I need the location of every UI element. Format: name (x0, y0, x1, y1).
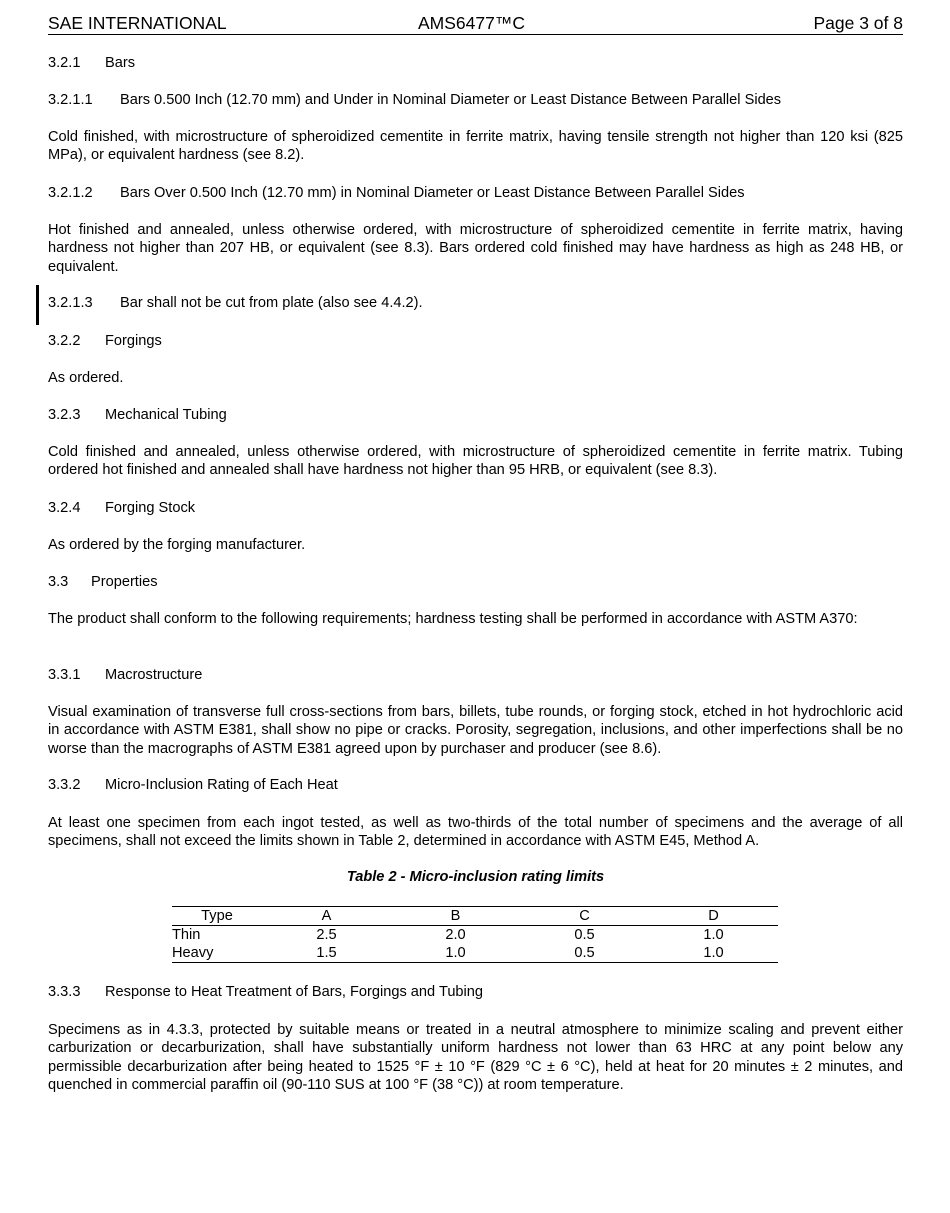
micro-inclusion-table (172, 906, 778, 963)
heading-3-2-3: 3.2.3 Mechanical Tubing (48, 407, 227, 423)
table-cell-type: Heavy (172, 944, 262, 963)
table-header-c: C (520, 907, 649, 926)
heading-3-2-1-3: 3.2.1.3 Bar shall not be cut from plate (also see 4.4.2). (48, 295, 423, 311)
table-header-d: D (649, 907, 778, 926)
header-organization: SAE INTERNATIONAL (48, 13, 227, 33)
table-header-row (172, 907, 778, 926)
paragraph-3-2-1-2: Hot finished and annealed, unless otherwise ordered, with microstructure of spheroidized cementite in ferrite matrix, having hardness not higher than 207 HB, or equivalent (see 8.3). Bars ordered cold finished may have hardness as high as 248 HB, or equivalent. (48, 222, 903, 275)
paragraph-3-2-4: As ordered by the forging manufacturer. (48, 537, 306, 553)
heading-3-3: 3.3 Properties (48, 574, 158, 590)
table-cell: 1.0 (649, 944, 778, 963)
paragraph-3-3-1: Visual examination of transverse full cross-sections from bars, billets, tube rounds, or forging stock, etched in hot hydrochloric acid in accordance with ASTM E381, shall show no pipe or cracks. Porosity, segregation, inclusions, and other imperfections shall be no worse than the macrographs of ASTM E381 agreed upon by purchaser and producer (see 8.6). (48, 704, 903, 757)
paragraph-3-3-2: At least one specimen from each ingot tested, as well as two-thirds of the total number of specimens and the average of all specimens, shall not exceed the limits shown in Table 2, determined in accordance with ASTM E45, Method A. (48, 815, 903, 850)
table-cell-type: Thin (172, 927, 201, 943)
table-cell: 2.0 (445, 927, 466, 943)
table-cell: 2.5 (316, 927, 337, 943)
table-cell: 0.5 (574, 927, 595, 943)
heading-3-3-3: 3.3.3 Response to Heat Treatment of Bars, Forgings and Tubing (48, 984, 484, 1000)
paragraph-3-2-3: Cold finished and annealed, unless otherwise ordered, with microstructure of spheroidized cementite in ferrite matrix. Tubing ordered hot finished and annealed shall have hardness not higher than 95 HRB, or equivalent (see 8.3). (48, 444, 903, 479)
table-cell: 1.5 (262, 944, 391, 963)
table-row (172, 926, 778, 945)
table-cell: 0.5 (520, 944, 649, 963)
page-header (48, 12, 903, 35)
paragraph-3-3-3: Specimens as in 4.3.3, protected by suitable means or treated in a neutral atmosphere to minimize scaling and prevent either carburization or decarburization, shall have substantially uniform hardness not lower than 63 HRC at any point below any permissible decarburization after being heated to 1525 °F ± 10 °F (829 °C ± 6 °C), held at heat for 20 minutes ± 2 minutes, and quenched in commercial paraffin oil (90-110 SUS at 100 °F (38 °C)) at room temperature. (48, 1022, 903, 1094)
heading-3-3-2: 3.3.2 Micro-Inclusion Rating of Each Heat (48, 777, 338, 793)
heading-3-2-1-1: 3.2.1.1 Bars 0.500 Inch (12.70 mm) and Under in Nominal Diameter or Least Distance Between Parallel Sides (48, 92, 782, 108)
table-cell: 1.0 (703, 927, 724, 943)
heading-3-3-1: 3.3.1 Macrostructure (48, 667, 203, 683)
table-header-b: B (391, 907, 520, 926)
header-page-number: Page 3 of 8 (813, 13, 903, 33)
paragraph-3-3: The product shall conform to the following requirements; hardness testing shall be performed in accordance with ASTM A370: (48, 611, 858, 627)
table-header-a: A (262, 907, 391, 926)
paragraph-3-2-2: As ordered. (48, 370, 124, 386)
header-document-number: AMS6477™C (418, 13, 525, 33)
table-2-caption: Table 2 - Micro-inclusion rating limits (346, 869, 605, 885)
heading-3-2-4: 3.2.4 Forging Stock (48, 500, 196, 516)
table-cell: 1.0 (391, 944, 520, 963)
heading-3-2-2: 3.2.2 Forgings (48, 333, 162, 349)
heading-3-2-1-2: 3.2.1.2 Bars Over 0.500 Inch (12.70 mm) in Nominal Diameter or Least Distance Between Parallel Sides (48, 185, 745, 201)
paragraph-3-2-1-1: Cold finished, with microstructure of spheroidized cementite in ferrite matrix, having tensile strength not higher than 120 ksi (825 MPa), or equivalent hardness (see 8.2). (48, 129, 903, 164)
heading-3-2-1: 3.2.1 Bars (48, 55, 136, 71)
table-header-type: Type (172, 907, 262, 926)
table-row (172, 944, 778, 963)
revision-change-bar (36, 285, 39, 325)
